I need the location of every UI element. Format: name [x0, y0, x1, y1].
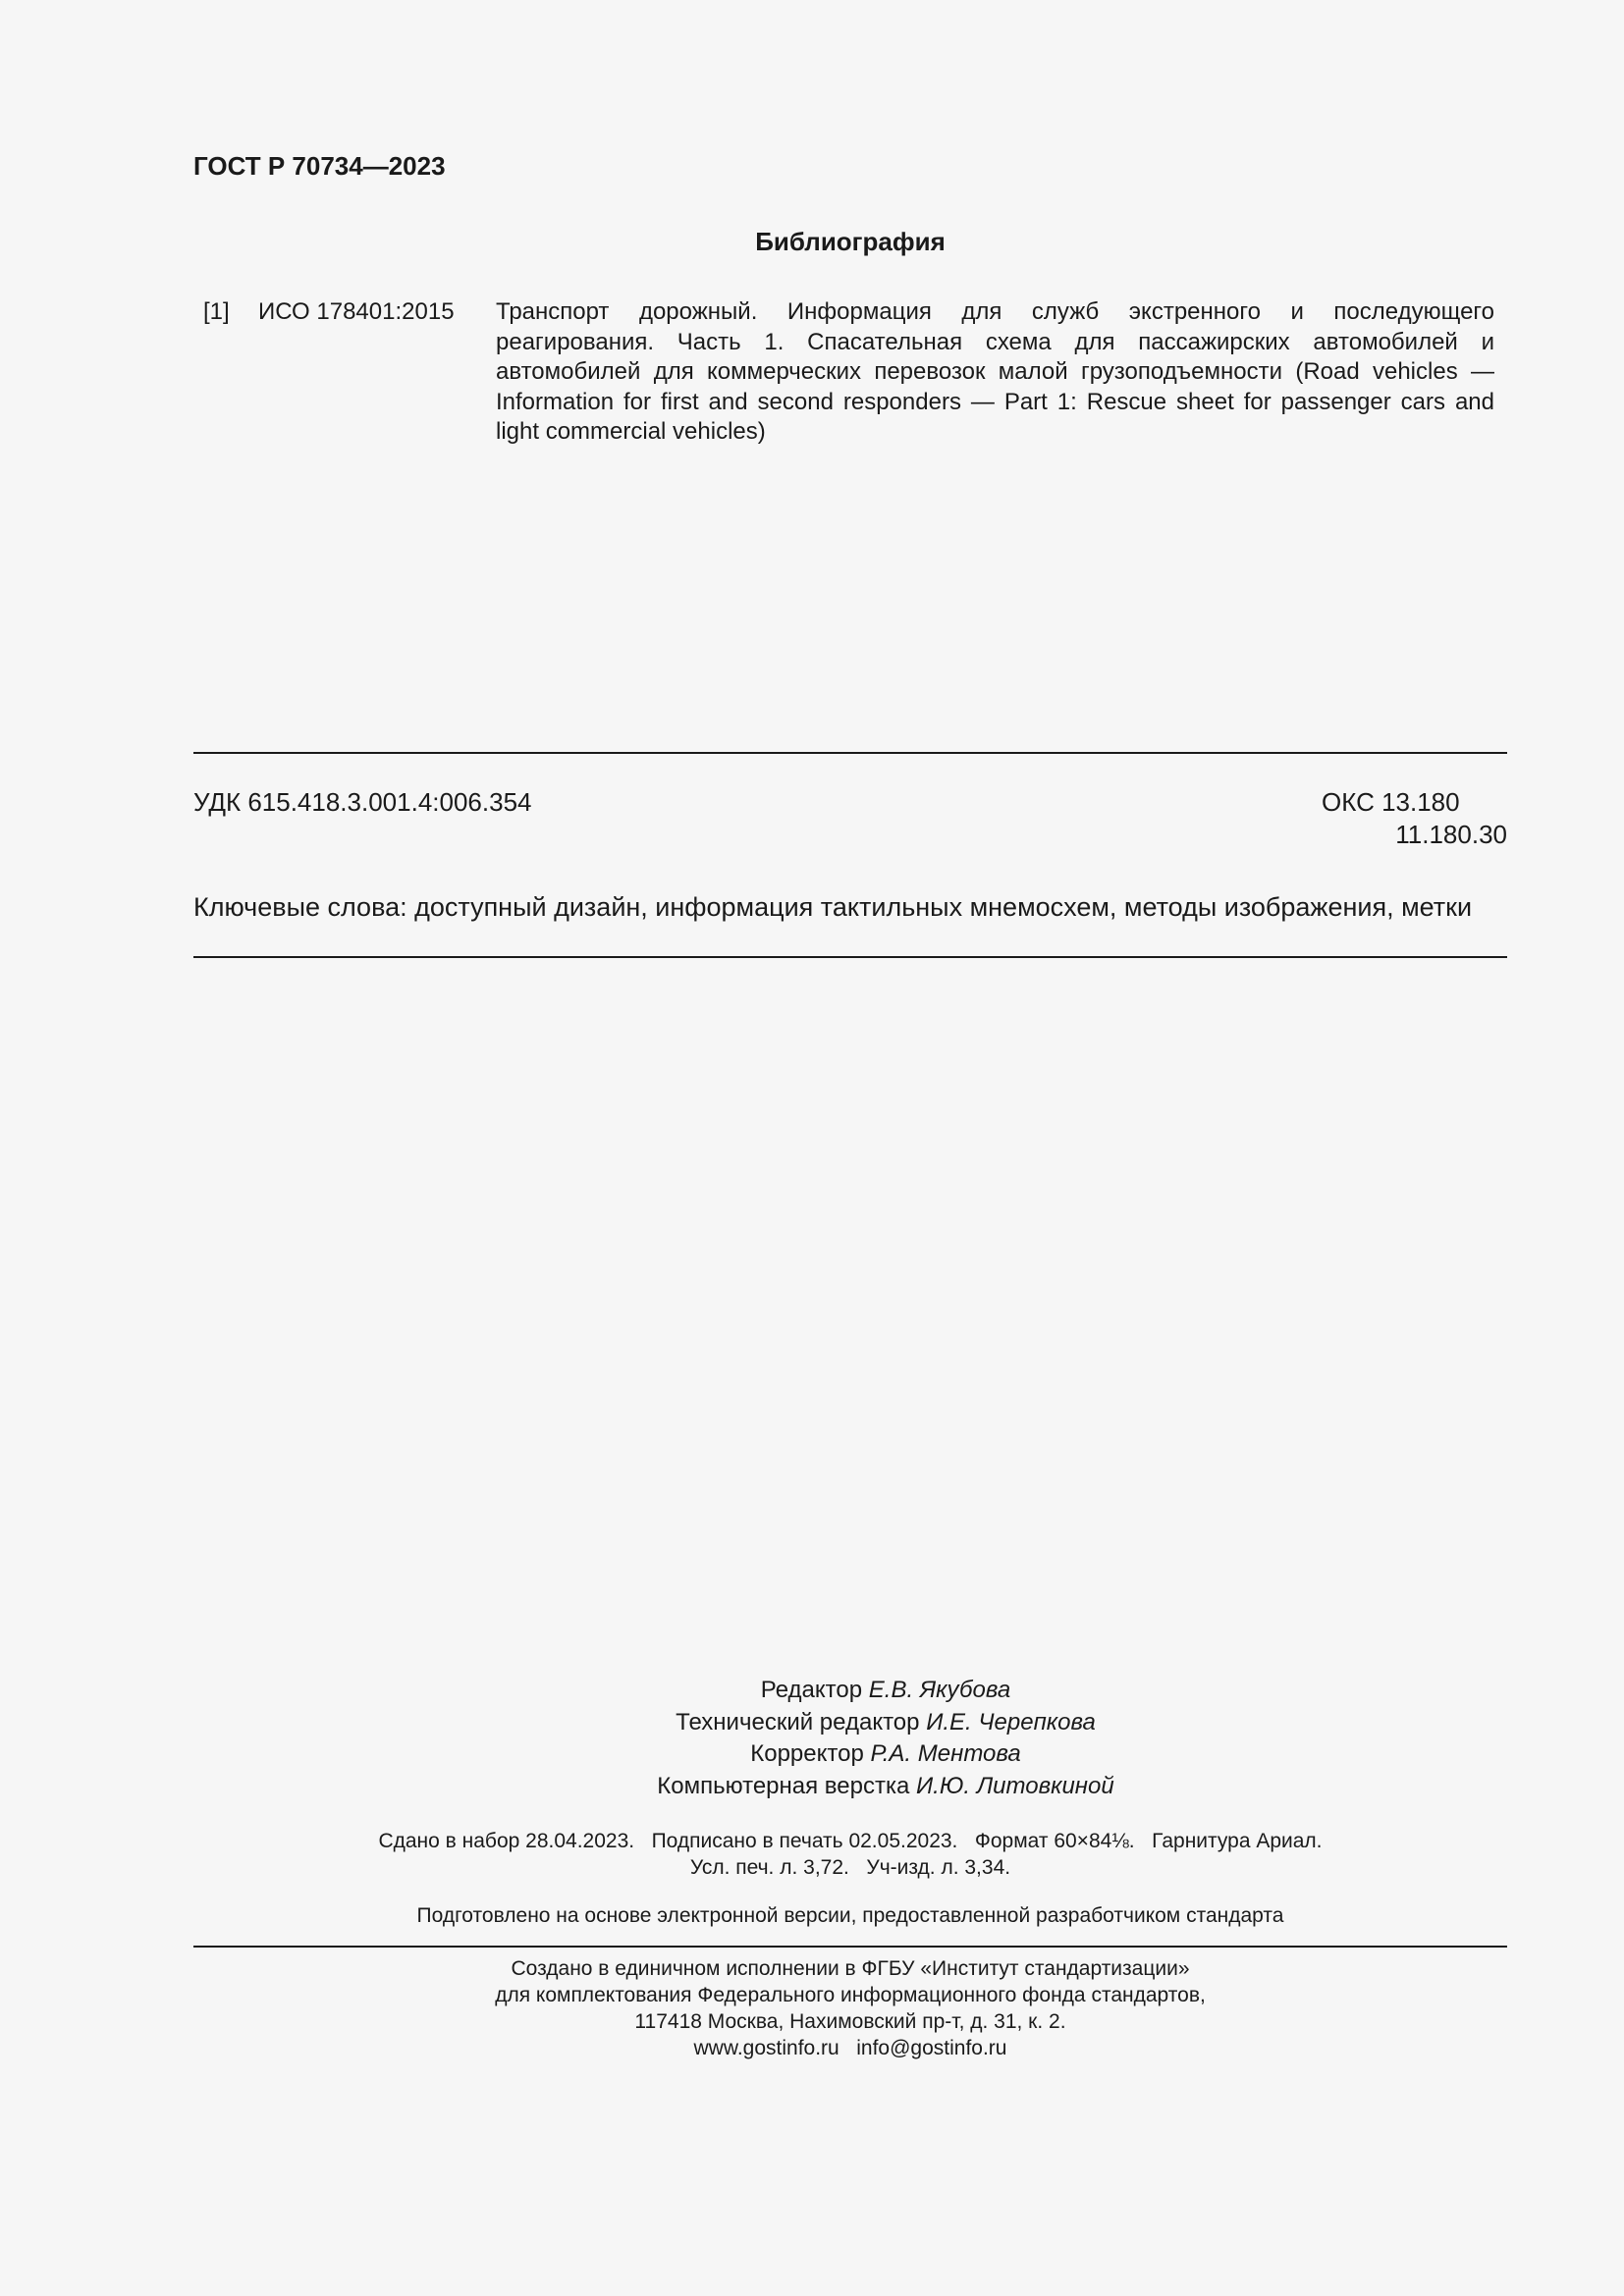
publisher-info [193, 1955, 1507, 2061]
credit-name: Е.В. Якубова [868, 1677, 1011, 1703]
website-link[interactable]: www.gostinfo.ru [693, 2037, 839, 2059]
publisher-line1: Создано в единичном исполнении в ФГБУ «Институт стандартизации» [511, 1957, 1190, 1980]
divider [193, 752, 1507, 754]
publisher-line2: для комплектования Федерального информационного фонда стандартов, [495, 1984, 1206, 2006]
entry-code: ИСО 178401:2015 [258, 298, 455, 325]
credit-name: Р.А. Ментова [870, 1740, 1021, 1767]
keywords: Ключевые слова: доступный дизайн, информация тактильных мнемосхем, методы изображения, метки [193, 892, 1473, 922]
credits [193, 1675, 1578, 1802]
entry-text: Транспорт дорожный. Информация для служб экстренного и последующего реагирования. Часть 1. Спасательная схема для пассажирских автомобилей и автомобилей для коммерческих перевозок малой грузоподъемности (Road vehicles — Information for first and second responders — Part 1: Rescue sheet for passenger cars and light commercial vehicles) [496, 298, 1494, 445]
credit-proofreader [193, 1738, 1578, 1771]
publisher-address: 117418 Москва, Нахимовский пр-т, д. 31, к. 2. [634, 2010, 1066, 2033]
credit-name: И.Ю. Литовкиной [916, 1772, 1114, 1799]
credit-editor [193, 1675, 1578, 1707]
credit-name: И.Е. Черепкова [926, 1708, 1096, 1735]
publisher-contacts [193, 2035, 1507, 2061]
document-number: ГОСТ Р 70734—2023 [193, 151, 446, 181]
credit-role: Технический редактор [676, 1708, 920, 1735]
section-title: Библиография [755, 227, 946, 256]
email-link[interactable]: info@gostinfo.ru [856, 2037, 1007, 2059]
credit-layout [193, 1771, 1578, 1803]
oks-code: ОКС 13.180 [1322, 787, 1460, 817]
credit-role: Корректор [750, 1740, 864, 1767]
udk-code: УДК 615.418.3.001.4:006.354 [193, 787, 532, 817]
divider [193, 956, 1507, 958]
credit-role: Редактор [760, 1677, 863, 1703]
credit-role: Компьютерная верстка [657, 1772, 910, 1799]
entry-number: [1] [203, 298, 230, 325]
prepared-note: Подготовлено на основе электронной версии, предоставленной разработчиком стандарта [416, 1904, 1284, 1927]
print-info-line2: Усл. печ. л. 3,72. Уч-изд. л. 3,34. [689, 1856, 1011, 1879]
divider [193, 1946, 1507, 1948]
oks-code-2: 11.180.30 [1395, 820, 1507, 849]
credit-tech-editor [193, 1707, 1578, 1739]
print-info-line1: Сдано в набор 28.04.2023. Подписано в печать 02.05.2023. Формат 60×84⅛. Гарнитура Ариал. [378, 1830, 1323, 1852]
print-info [193, 1828, 1507, 1881]
